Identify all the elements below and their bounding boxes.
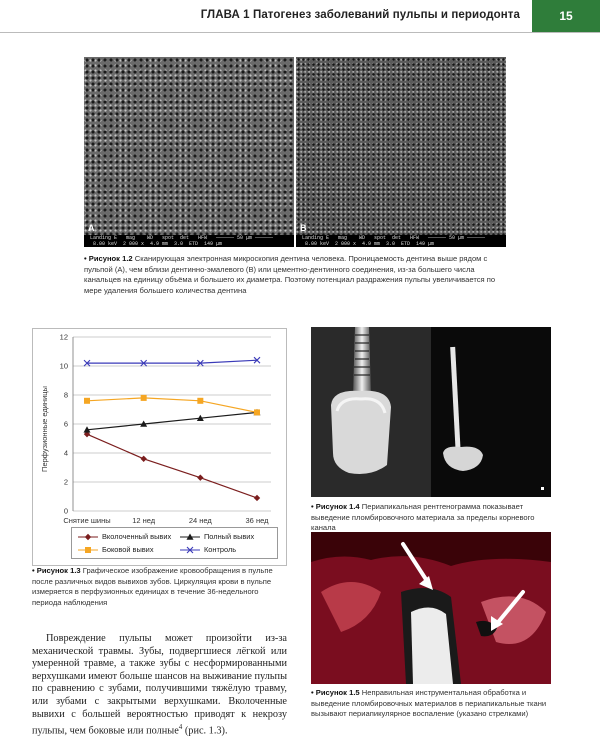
caption-text: Сканирующая электронная микроскопия дентина человека. Проницаемость дентина выше рядом с пульпой (A), чем вблизи дентинно-эмалевого (B) или цементно-дентинного соединения, из-за большего числа канальцев на единицу объёма и большего их диаметра. Поэтому потенциал раздражения пульпы увеличивается по мере удаления большего количества дентина xyxy=(84,254,496,295)
legend-swatch xyxy=(78,533,98,541)
caption-label: Рисунок 1.2 xyxy=(88,254,133,263)
legend-label: Полный вывих xyxy=(204,532,255,541)
caption-label: Рисунок 1.4 xyxy=(315,502,360,511)
body-text: Повреждение пульпы может произойти из-за механической травмы. Зубы, подвергшиеся лёгкой или умеренной травме, а также зубы с несформированными верхушками имеют больше шансов на выживание пульпы по сравнению с зубами, получившими тяжёлую травму, или зубами с закрытыми верхушками. Вколоченные вывихи с большей вероятностью приводят к некрозу пульпы, чем боковые или полные xyxy=(32,633,287,737)
x-tick-label: 12 нед xyxy=(132,516,156,525)
y-tick-label: 12 xyxy=(59,332,68,342)
legend-label: Вколоченный вывих xyxy=(102,532,172,541)
y-tick-label: 8 xyxy=(63,390,68,400)
y-tick-label: 0 xyxy=(63,506,68,516)
series-line xyxy=(87,412,257,429)
sem-image-b xyxy=(296,57,506,247)
data-point xyxy=(85,547,91,553)
chapter-title: ГЛАВА 1 Патогенез заболеваний пульпы и периодонта xyxy=(200,9,520,21)
figure-1-5-caption: • Рисунок 1.5 Неправильная инструментальная обработка и выведение пломбировочных материалов в периапикальные ткани вызывают периапикулярное воспаление (указано стрелками) xyxy=(311,688,547,718)
x-tick-label: Снятие шины xyxy=(63,516,111,525)
data-point xyxy=(254,495,260,501)
data-point xyxy=(141,395,147,401)
chart-frame xyxy=(32,328,287,566)
y-tick-label: 10 xyxy=(59,361,68,371)
figure-1-4-caption: • Рисунок 1.4 Периапикальная рентгенограмма показывает выведение пломбировочного материала за пределы корневого канала xyxy=(311,502,535,532)
legend-swatch xyxy=(78,546,98,554)
caption-label: Рисунок 1.5 xyxy=(315,688,360,697)
figure-1-2-caption: • Рисунок 1.2 Сканирующая электронная микроскопия дентина человека. Проницаемость дентина выше рядом с пульпой (A), чем вблизи дентинно-эмалевого (B) или цементно-дентинного соединения, из-за большего числа канальцев на единицу объёма и большего их диаметра. Поэтому потенциал раздражения пульпы увеличивается по мере удаления большего количества дентина xyxy=(84,254,496,295)
y-tick-label: 6 xyxy=(63,419,68,429)
data-point xyxy=(84,398,90,404)
caption-text: Периапикальная рентгенограмма показывает выведение пломбировочного материала за пределы корневого канала xyxy=(311,502,535,532)
figure-1-3-caption: • Рисунок 1.3 Графическое изображение кровообращения в пульпе после различных видов вывихов зубов. Циркуляция крови в пульпе измеряется в перфузионных единицах в течение 36-недельного периода наблюдения xyxy=(32,566,273,607)
series-line xyxy=(87,398,257,413)
sem-info-bar-a: Landing E mag WD spot det HFW —————— 50 μm —————— 8.00 keV 2 000 x 4.9 mm 3.0 ETD 149 μm xyxy=(84,235,294,247)
perfusion-chart xyxy=(33,329,286,525)
legend-item xyxy=(78,532,171,541)
caption-text: Неправильная инструментальная обработка и выведение пломбировочных материалов в периапикальные ткани вызывают периапикулярное воспаление (указано стрелками) xyxy=(311,688,547,718)
data-point xyxy=(197,398,203,404)
y-tick-label: 2 xyxy=(63,477,68,487)
legend-item xyxy=(180,545,236,554)
footnote-mark: 4 xyxy=(178,723,183,732)
legend-label: Контроль xyxy=(204,545,237,554)
data-point xyxy=(197,474,203,480)
x-tick-label: 24 нед xyxy=(188,516,212,525)
body-paragraph xyxy=(32,633,287,738)
series-line xyxy=(87,360,257,363)
caption-text: Графическое изображение кровообращения в пульпе после различных видов вывихов зубов. Циркуляция крови в пульпе измеряется в перфузионных единицах в течение 36-недельного периода наблюдения xyxy=(32,566,273,607)
y-tick-label: 4 xyxy=(63,448,68,458)
legend-item xyxy=(180,532,254,541)
legend-item xyxy=(78,545,154,554)
data-point xyxy=(140,456,146,462)
histology-image xyxy=(311,532,551,684)
legend-label: Боковой вывих xyxy=(102,545,154,554)
legend-swatch xyxy=(180,533,200,541)
xray-drawing xyxy=(311,327,551,497)
panel-letter-b: B xyxy=(300,223,307,233)
sem-image-a xyxy=(84,57,294,247)
chart-legend xyxy=(71,527,278,559)
body-ref: (рис. 1.3). xyxy=(182,725,228,737)
xray-image xyxy=(311,327,551,497)
caption-label: Рисунок 1.3 xyxy=(36,566,81,575)
header-rule xyxy=(0,32,600,33)
y-axis-label: Перфузионные единицы xyxy=(40,386,49,472)
sem-info-bar-b: Landing E mag WD spot det HFW —————— 50 μm —————— 8.00 keV 2 000 x 4.9 mm 3.0 ETD 149 μm xyxy=(296,235,506,247)
histology-drawing xyxy=(311,532,551,684)
legend-swatch xyxy=(180,546,200,554)
x-tick-label: 36 нед xyxy=(245,516,269,525)
series-line xyxy=(87,434,257,498)
page-number: 15 xyxy=(532,0,600,32)
data-point xyxy=(85,533,91,539)
data-point xyxy=(254,409,260,415)
panel-letter-a: A xyxy=(88,223,95,233)
